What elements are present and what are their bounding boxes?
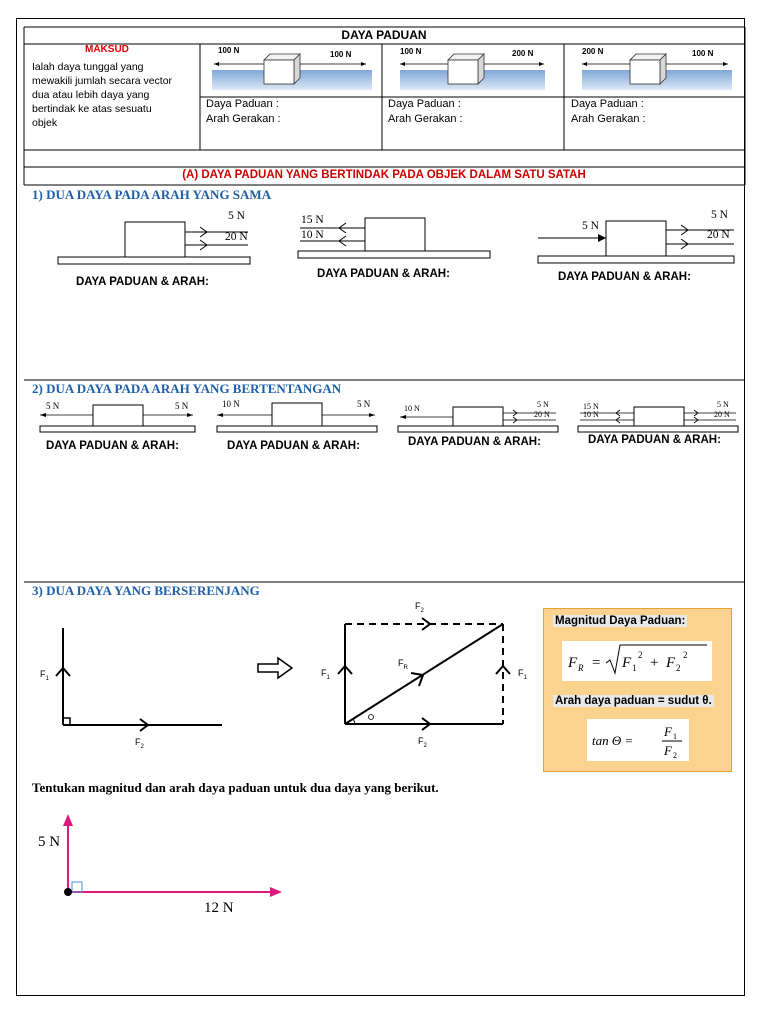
f2-subscript: 2 bbox=[140, 743, 144, 750]
section-2-answer-label-1: DAYA PADUAN & ARAH: bbox=[46, 440, 179, 452]
force-label: 10 N bbox=[222, 399, 240, 409]
tangent-formula bbox=[587, 719, 689, 761]
parallelogram-fr-label bbox=[398, 658, 408, 671]
example-1-left-force: 100 N bbox=[218, 46, 240, 55]
force-label: 20 N bbox=[534, 410, 550, 419]
f1-subscript: 1 bbox=[326, 674, 330, 681]
formula-f2-exp: 2 bbox=[683, 650, 688, 660]
parallelogram-f1-right-label bbox=[518, 668, 527, 681]
formula-f2-sub: 2 bbox=[676, 663, 681, 673]
section-2-answer-label-2: DAYA PADUAN & ARAH: bbox=[227, 440, 360, 452]
formula-fr-sub: R bbox=[578, 663, 584, 673]
f1-letter: F bbox=[518, 668, 524, 678]
f2-subscript: 2 bbox=[420, 607, 424, 614]
f2-subscript: 2 bbox=[423, 742, 427, 749]
force-label: 20 N bbox=[707, 229, 730, 241]
example-1-arah-label: Arah Gerakan : bbox=[206, 113, 281, 125]
tan-den-sub: 2 bbox=[673, 751, 677, 760]
example-3-arah-label: Arah Gerakan : bbox=[571, 113, 646, 125]
section-1-answer-label-2: DAYA PADUAN & ARAH: bbox=[317, 268, 450, 280]
example-2-arah-label: Arah Gerakan : bbox=[388, 113, 463, 125]
section-a-title: (A) DAYA PADUAN YANG BERTINDAK PADA OBJEK DALAM SATU SATAH bbox=[182, 169, 586, 181]
example-3-left-force: 200 N bbox=[582, 47, 604, 56]
page-title: DAYA PADUAN bbox=[341, 28, 427, 42]
maksud-line: Ialah daya tunggal yang bbox=[32, 61, 144, 73]
formula-f1-exp: 2 bbox=[638, 650, 643, 660]
force-label: 10 N bbox=[404, 404, 420, 413]
section-1-title: 1) DUA DAYA PADA ARAH YANG SAMA bbox=[32, 187, 272, 202]
direction-text: Arah daya paduan = sudut θ. bbox=[555, 695, 712, 707]
f1-subscript: 1 bbox=[45, 675, 49, 682]
tangent-formula-svg bbox=[587, 719, 689, 761]
force-label: 5 N bbox=[46, 401, 60, 411]
section-1-answer-label-1: DAYA PADUAN & ARAH: bbox=[76, 276, 209, 288]
f1-letter: F bbox=[40, 669, 46, 679]
force-label: 15 N bbox=[301, 214, 324, 226]
tan-num-sub: 1 bbox=[673, 732, 677, 741]
formula-box bbox=[543, 608, 732, 772]
f2-letter: F bbox=[415, 601, 421, 611]
section-1-answer-label-3: DAYA PADUAN & ARAH: bbox=[558, 271, 691, 283]
force-label: 5 N bbox=[717, 400, 729, 409]
magnitude-formula-svg bbox=[562, 641, 712, 681]
section-2-answer-label-4: DAYA PADUAN & ARAH: bbox=[588, 434, 721, 446]
maksud-line: bertindak ke atas sesuatu bbox=[32, 103, 152, 115]
tan-num-f: F bbox=[664, 724, 672, 739]
maksud-line: mewakili jumlah secara vector bbox=[32, 75, 173, 87]
example-2-left-force: 100 N bbox=[400, 47, 422, 56]
magnitude-formula bbox=[562, 641, 712, 681]
parallelogram-f2-top-label bbox=[415, 601, 424, 614]
tan-den-f: F bbox=[664, 743, 672, 758]
fr-letter: F bbox=[398, 658, 404, 668]
section-1-diagram-3 bbox=[0, 200, 768, 270]
example-2-right-force: 200 N bbox=[512, 49, 534, 58]
force-label: 5 N bbox=[582, 220, 599, 232]
maksud-line: dua atau lebih daya yang bbox=[32, 89, 150, 101]
question-text: Tentukan magnitud dan arah daya paduan untuk dua daya yang berikut. bbox=[32, 780, 439, 795]
section-3-title: 3) DUA DAYA YANG BERSERENJANG bbox=[32, 583, 260, 598]
force-label: 5 N bbox=[175, 401, 189, 411]
maksud-title: MAKSUD bbox=[85, 44, 129, 55]
f2-letter: F bbox=[135, 737, 141, 747]
maksud-line: objek bbox=[32, 117, 58, 129]
formula-f2: F bbox=[666, 655, 676, 671]
force-label: 10 N bbox=[301, 229, 324, 241]
formula-equals: = bbox=[592, 655, 601, 671]
example-3-right-force: 100 N bbox=[692, 49, 714, 58]
question-horizontal-force: 12 N bbox=[204, 900, 234, 916]
parallelogram-f2-bottom-label bbox=[418, 736, 427, 749]
example-1-daya-paduan-label: Daya Paduan : bbox=[206, 98, 279, 110]
force-label: 20 N bbox=[225, 231, 248, 243]
fr-subscript: R bbox=[403, 664, 408, 671]
maksud-definition bbox=[32, 60, 192, 130]
force-label: 10 N bbox=[583, 410, 599, 419]
formula-plus: + bbox=[650, 655, 659, 671]
f2-letter: F bbox=[418, 736, 424, 746]
formula-f1: F bbox=[622, 655, 632, 671]
force-label: 5 N bbox=[537, 400, 549, 409]
parallelogram-f1-left-label bbox=[321, 668, 330, 681]
f1-letter: F bbox=[321, 668, 327, 678]
section-2-answer-label-3: DAYA PADUAN & ARAH: bbox=[408, 436, 541, 448]
force-label: 5 N bbox=[357, 399, 371, 409]
formula-fr-letter: F bbox=[568, 655, 578, 671]
example-2-daya-paduan-label: Daya Paduan : bbox=[388, 98, 461, 110]
question-vector-diagram bbox=[0, 800, 768, 920]
force-label: 15 N bbox=[583, 402, 599, 411]
question-vertical-force: 5 N bbox=[38, 834, 61, 850]
example-3-daya-paduan-label: Daya Paduan : bbox=[571, 98, 644, 110]
example-1-right-force: 100 N bbox=[330, 50, 352, 59]
magnitude-title: Magnitud Daya Paduan: bbox=[555, 615, 686, 627]
section-2-title: 2) DUA DAYA PADA ARAH YANG BERTENTANGAN bbox=[32, 381, 342, 396]
force-label: 5 N bbox=[711, 209, 728, 221]
force-label: 20 N bbox=[714, 410, 730, 419]
formula-f1-sub: 1 bbox=[632, 663, 637, 673]
tan-lhs: tan Θ = bbox=[592, 733, 634, 748]
f1-subscript: 1 bbox=[523, 674, 527, 681]
force-label: 5 N bbox=[228, 210, 245, 222]
